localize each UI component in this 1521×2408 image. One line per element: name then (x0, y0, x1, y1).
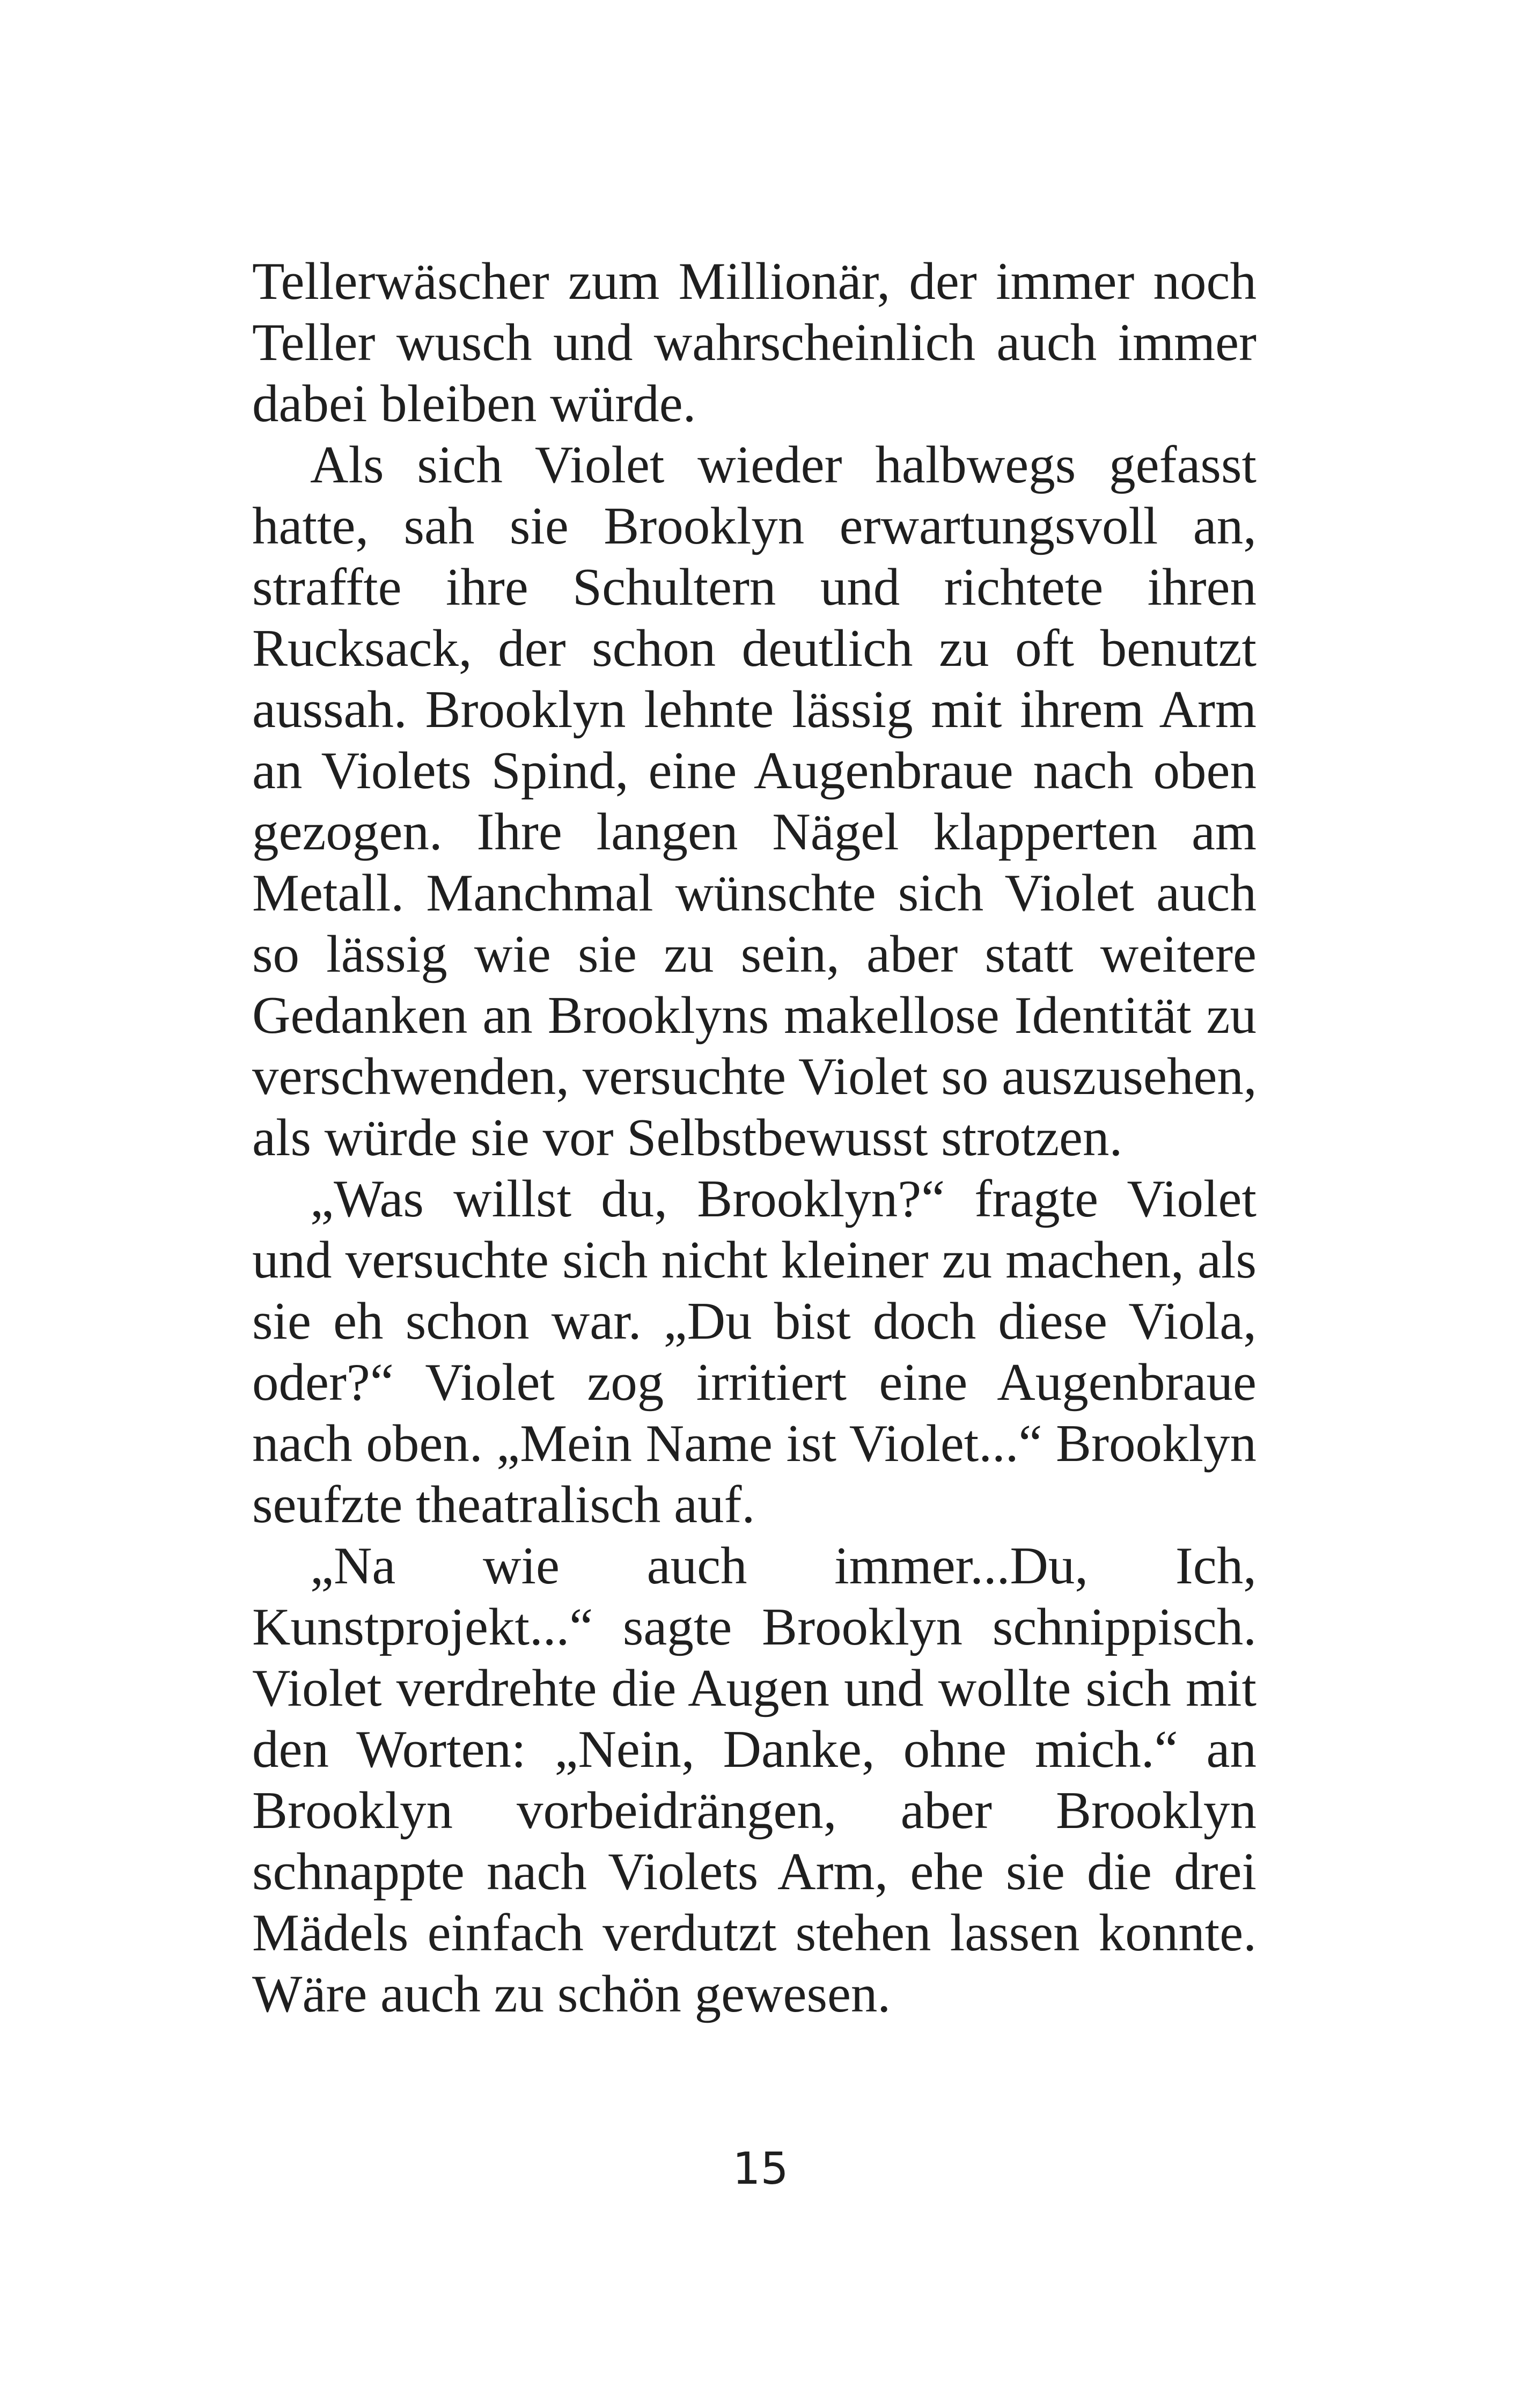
text-line: Violet verdrehte die Augen und wollte sich mit (252, 1659, 1257, 1717)
page-number: 15 (732, 2143, 789, 2194)
text-line: an Violets Spind, eine Augenbraue nach oben (252, 742, 1257, 800)
text-line: „Was willst du, Brooklyn?“ fragte Violet (310, 1170, 1257, 1228)
text-line: Metall. Manchmal wünschte sich Violet auch (252, 864, 1257, 922)
text-line: Wäre auch zu schön gewesen. (252, 1965, 891, 2023)
text-line: seufzte theatralisch auf. (252, 1475, 755, 1534)
text-line: Mädels einfach verdutzt stehen lassen konnte. (252, 1904, 1257, 1962)
paragraph-1 (252, 251, 1257, 435)
text-line: verschwenden, versuchte Violet so auszusehen, (252, 1047, 1257, 1106)
text-line: so lässig wie sie zu sein, aber statt weitere (252, 925, 1257, 983)
text-line: nach oben. „Mein Name ist Violet...“ Brooklyn (252, 1414, 1257, 1473)
text-line: straffte ihre Schultern und richtete ihren (252, 558, 1257, 616)
text-line: den Worten: „Nein, Danke, ohne mich.“ an (252, 1720, 1257, 1779)
text-line: Tellerwäscher zum Millionär, der immer noch (252, 252, 1257, 311)
text-line: Teller wusch und wahrscheinlich auch immer (252, 313, 1257, 372)
text-line: Kunstprojekt...“ sagte Brooklyn schnippisch. (252, 1598, 1257, 1656)
paragraph-2 (252, 435, 1257, 1169)
text-line: aussah. Brooklyn lehnte lässig mit ihrem Arm (252, 680, 1257, 739)
text-line: Gedanken an Brooklyns makellose Identität zu (252, 986, 1257, 1045)
text-line: schnappte nach Violets Arm, ehe sie die drei (252, 1842, 1257, 1901)
text-line: gezogen. Ihre langen Nägel klapperten am (252, 803, 1257, 861)
text-line: oder?“ Violet zog irritiert eine Augenbraue (252, 1353, 1257, 1412)
text-line: hatte, sah sie Brooklyn erwartungsvoll an, (252, 497, 1257, 555)
paragraph-4 (252, 1536, 1257, 2025)
text-line: Rucksack, der schon deutlich zu oft benutzt (252, 619, 1257, 678)
text-line: und versuchte sich nicht kleiner zu machen, als (252, 1231, 1257, 1289)
text-line: sie eh schon war. „Du bist doch diese Viola, (252, 1292, 1257, 1350)
text-line: „Na wie auch immer...Du, Ich, (310, 1537, 1257, 1595)
text-line: als würde sie vor Selbstbewusst strotzen. (252, 1108, 1123, 1167)
text-line: dabei bleiben würde. (252, 375, 696, 433)
paragraph-3 (252, 1169, 1257, 1536)
text-line: Als sich Violet wieder halbwegs gefasst (310, 436, 1257, 494)
body-text (252, 251, 1257, 2025)
text-line: Brooklyn vorbeidrängen, aber Brooklyn (252, 1781, 1257, 1840)
